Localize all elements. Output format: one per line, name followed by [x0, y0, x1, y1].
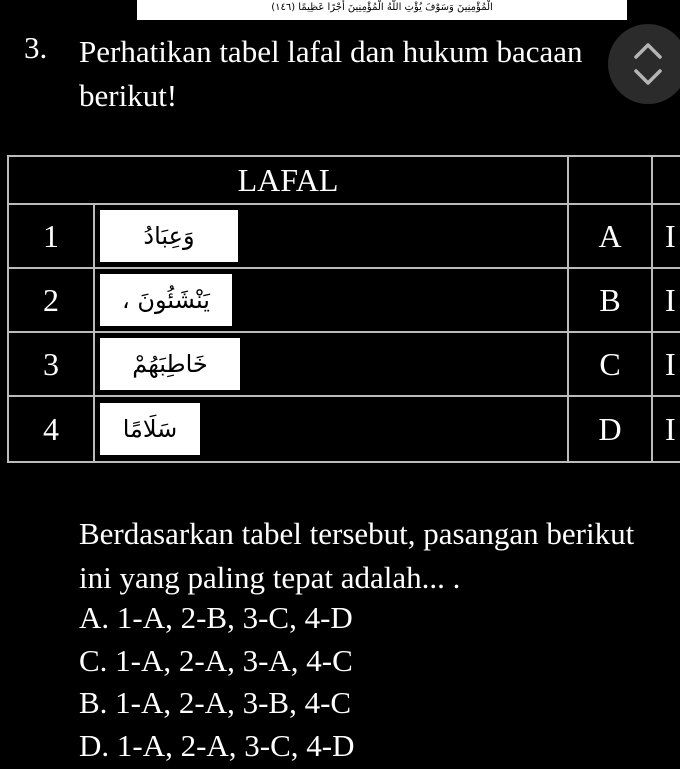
arabic-cell	[94, 396, 568, 462]
arabic-lafal: خَاطِبَهُمْ	[100, 338, 240, 390]
scroll-nav-toggle[interactable]	[608, 24, 680, 104]
table-row	[8, 396, 680, 462]
answer-options	[79, 597, 355, 767]
arabic-cell	[94, 332, 568, 396]
row-number: 2	[8, 268, 94, 332]
row-number: 3	[8, 332, 94, 396]
row-letter: A	[568, 204, 652, 268]
table-row	[8, 204, 680, 268]
row-letter: D	[568, 396, 652, 462]
row-extra: I	[652, 268, 680, 332]
row-number: 4	[8, 396, 94, 462]
lafal-table	[7, 155, 680, 463]
answer-option[interactable]: C. 1-A, 2-A, 3-A, 4-C	[79, 642, 353, 678]
row-extra: I	[652, 204, 680, 268]
row-extra: I	[652, 396, 680, 462]
table-row	[8, 268, 680, 332]
chevron-up-icon[interactable]	[632, 40, 664, 62]
question-follow-up: Berdasarkan tabel tersebut, pasangan berikut ini yang paling tepat adalah... .	[79, 516, 635, 595]
table-header-row	[8, 156, 680, 204]
arabic-cell	[94, 268, 568, 332]
header-hukum	[568, 156, 652, 204]
question-number: 3.	[24, 30, 48, 65]
previous-verse-strip: الْمُؤْمِنِينَ وَسَوْفَ يُؤْتِ اللَّهُ الْمُؤْمِنِينَ أَجْرًا عَظِيمًا (١٤٦)	[137, 0, 627, 20]
answer-option[interactable]: A. 1-A, 2-B, 3-C, 4-D	[79, 600, 353, 635]
arabic-cell	[94, 204, 568, 268]
row-letter: B	[568, 268, 652, 332]
row-number: 1	[8, 204, 94, 268]
arabic-lafal: سَلَامًا	[100, 403, 200, 455]
row-letter: C	[568, 332, 652, 396]
question-text: Perhatikan tabel lafal dan hukum bacaan berikut!	[79, 34, 583, 113]
arabic-lafal: وَعِبَادُ	[100, 210, 238, 262]
answer-option[interactable]: D. 1-A, 2-A, 3-C, 4-D	[79, 727, 355, 763]
chevron-down-icon[interactable]	[632, 66, 664, 88]
header-extra	[652, 156, 680, 204]
header-lafal: LAFAL	[8, 156, 568, 204]
arabic-lafal: يَنْشَئُونَ ،	[100, 274, 232, 326]
row-extra: I	[652, 332, 680, 396]
table-row	[8, 332, 680, 396]
answer-option[interactable]: B. 1-A, 2-A, 3-B, 4-C	[79, 685, 352, 720]
